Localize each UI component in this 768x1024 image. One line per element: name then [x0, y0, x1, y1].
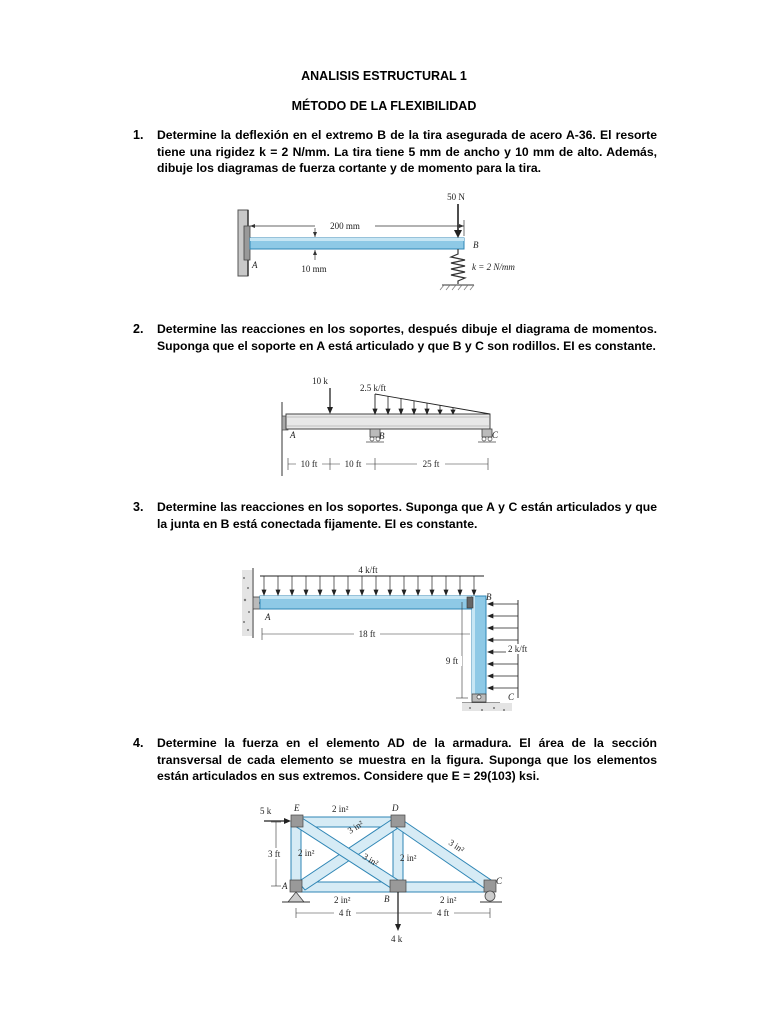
dim-height-label: 9 ft — [445, 656, 459, 666]
problem-4-text: Determine la fuerza en el elemento AD de la armadura. El área de la sección transversal de cada elemento se muestra en la figura. Suponga que los elementos están articulados en sus extremos. Considere que E = 29(103) ksi. — [157, 736, 657, 783]
point-d-label: D — [392, 803, 399, 813]
area-ad-label: 3 in² — [345, 818, 366, 836]
point-b-label: B — [473, 240, 479, 250]
problem-2-number: 2. — [133, 322, 144, 336]
problem-3-number: 3. — [133, 500, 144, 514]
spring-label: k = 2 N/mm — [472, 262, 515, 272]
dim-span-label: 18 ft — [358, 629, 376, 639]
area-eb-label: 3 in² — [360, 851, 381, 869]
dim-1-label: 4 ft — [338, 908, 352, 918]
load-label: 50 N — [447, 192, 465, 202]
area-db-label: 2 in² — [400, 853, 417, 863]
point-c-label: C — [492, 430, 499, 440]
point-b-label: B — [486, 592, 492, 602]
point-c-label: C — [496, 876, 503, 886]
dim-2-label: 10 ft — [344, 459, 362, 469]
top-load-label: 4 k/ft — [358, 565, 378, 575]
side-load-label: 2 k/ft — [508, 644, 528, 654]
dim-length-label: 200 mm — [330, 221, 360, 231]
point-a-label: A — [252, 260, 258, 270]
dim-depth-label: 10 mm — [301, 264, 327, 274]
course-title: ANALISIS ESTRUCTURAL 1 — [301, 69, 467, 83]
figure-cantilever-spring — [230, 188, 540, 298]
load-e-label: 5 k — [260, 806, 272, 816]
problem-1-text: Determine la deflexión en el extremo B de la tira asegurada de acero A-36. El resorte tiene una rigidez k = 2 N/mm. La tira tiene 5 mm de ancho y 10 mm de alto. Además, dibuje los diagramas de fuerza cortante y de momento para la tira. — [157, 128, 657, 175]
area-ae-label: 2 in² — [298, 848, 315, 858]
area-ab-label: 2 in² — [334, 895, 351, 905]
point-a-label: A — [282, 881, 288, 891]
dim-1-label: 10 ft — [300, 459, 318, 469]
point-a-label: A — [290, 430, 296, 440]
dim-height-label: 3 ft — [268, 849, 281, 859]
dim-2-label: 4 ft — [436, 908, 450, 918]
problem-3-text: Determine las reacciones en los soportes. Suponga que A y C están articulados y que la junta en B está conectada fijamente. EI es constante. — [157, 500, 657, 531]
point-load-label: 10 k — [312, 376, 328, 386]
figure-frame — [238, 560, 538, 720]
point-a-label: A — [265, 612, 271, 622]
dim-3-label: 25 ft — [422, 459, 440, 469]
figure-truss — [254, 800, 524, 950]
load-b-label: 4 k — [391, 934, 403, 944]
point-b-label: B — [384, 894, 390, 904]
dist-load-label: 2.5 k/ft — [360, 383, 386, 393]
problem-2-text: Determine las reacciones en los soportes, después dibuje el diagrama de momentos. Suponga que el soporte en A está articulado y que B y C son rodillos. EI es constante. — [157, 322, 657, 353]
area-dc-label: 3 in² — [446, 837, 467, 855]
area-ed-label: 2 in² — [332, 804, 349, 814]
point-b-label: B — [379, 431, 385, 441]
figure-continuous-beam — [270, 372, 510, 482]
problem-4-number: 4. — [133, 736, 144, 750]
area-bc-label: 2 in² — [440, 895, 457, 905]
problem-1-number: 1. — [133, 128, 144, 142]
point-e-label: E — [294, 803, 300, 813]
point-c-label: C — [508, 692, 515, 702]
method-title: MÉTODO DE LA FLEXIBILIDAD — [291, 99, 477, 113]
